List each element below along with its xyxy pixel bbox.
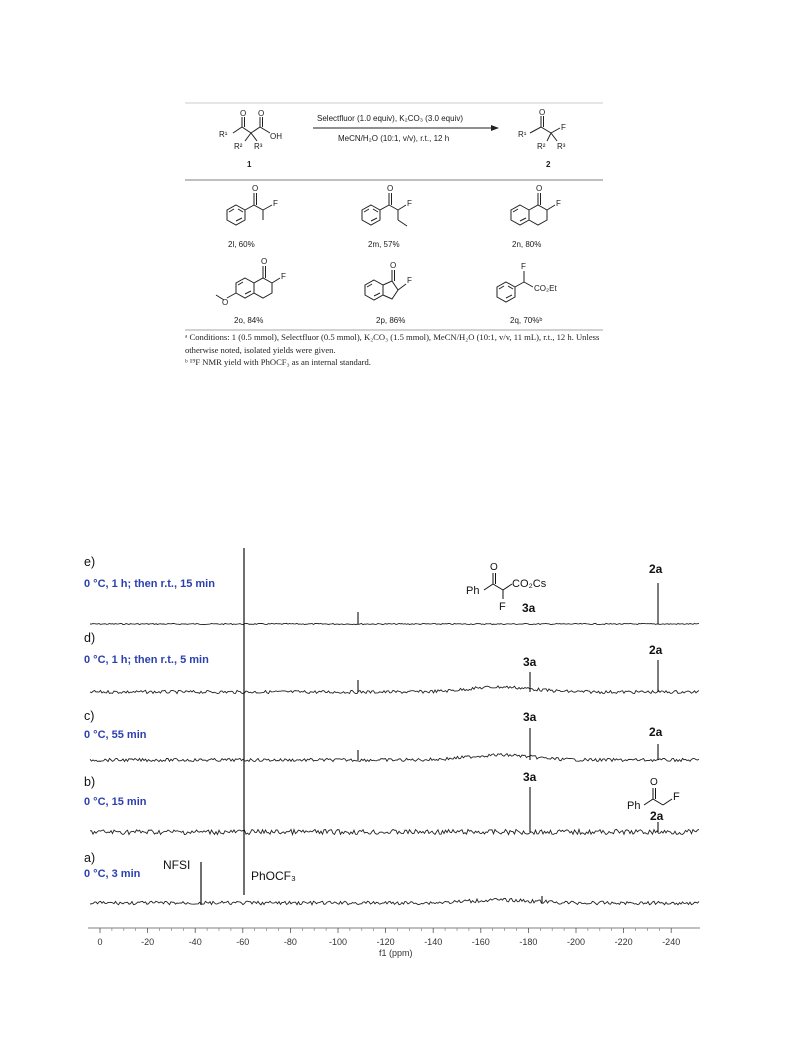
nmr-stacked-spectra [0, 540, 793, 960]
x-tick-label: -20 [141, 937, 155, 947]
compound-2m-label: 2m, 57% [368, 240, 400, 249]
footnote-b: ᵇ ¹⁹F NMR yield with PhOCF₃ as an internal standard. [185, 357, 371, 367]
compound-2m-structure [362, 193, 407, 226]
reactant-r2: R² [234, 142, 243, 151]
compound-2q-label: 2q, 70%ᵇ [510, 316, 543, 325]
x-tick-label: -100 [328, 937, 348, 947]
compound-2p-f: F [407, 276, 412, 285]
spectrum-baseline [90, 686, 699, 694]
compound-2l-structure [227, 193, 272, 225]
compound-2m-f: F [407, 199, 412, 208]
compound-2l-label: 2l, 60% [228, 240, 255, 249]
spectrum-d-letter: d) [84, 631, 96, 645]
product-structure [530, 116, 560, 141]
spectrum-b-condition: 0 °C, 15 min [84, 796, 147, 808]
reactant-r3: R³ [254, 142, 263, 151]
structure-3a [484, 573, 512, 599]
product-r1: R¹ [518, 130, 527, 139]
reactant-o2: O [258, 109, 265, 118]
x-tick-label: -220 [614, 937, 633, 947]
product-r3: R³ [557, 142, 566, 151]
compound-2n-o: O [536, 184, 543, 193]
spectrum-baseline [90, 754, 699, 762]
compound-2l-o: O [252, 184, 259, 193]
reactant-id: 1 [247, 160, 252, 169]
compound-2m-o: O [387, 184, 394, 193]
peak-label-3a-c: 3a [523, 710, 537, 724]
compound-2p-structure [365, 270, 406, 300]
peak-label-2a-c: 2a [649, 725, 663, 739]
structure-2a-f: F [673, 791, 680, 803]
x-tick-label: -140 [424, 937, 443, 947]
spectrum-b-letter: b) [84, 775, 96, 789]
compound-2o-ome-o: O [222, 298, 229, 307]
reactant-oh: OH [270, 132, 282, 141]
peak-label-3a-b: 3a [523, 770, 537, 784]
peak-label-2a-d: 2a [649, 643, 663, 657]
footnote-a: ᵃ Conditions: 1 (0.5 mmol), Selectfluor (0.5 mmol), K₂CO₃ (1.5 mmol), MeCN/H₂O (10:1, v/v, 11 mL), r.t., 12 h. Unless otherwise noted, isolated yields were given. [185, 332, 600, 355]
structure-2a [644, 788, 672, 805]
x-tick-label: 0 [97, 937, 103, 947]
structure-3a-co2cs: CO₂Cs [512, 578, 547, 590]
compound-2q-co2et: CO₂Et [534, 284, 557, 293]
x-tick-label: -40 [188, 937, 202, 947]
compound-2q-structure [497, 271, 533, 302]
x-tick-label: -200 [566, 937, 586, 947]
scheme-footnote [185, 331, 605, 369]
spectrum-e-letter: e) [84, 555, 96, 569]
x-tick-label: -240 [662, 937, 681, 947]
x-axis-title: f1 (ppm) [379, 948, 413, 958]
compound-2p-label: 2p, 86% [376, 316, 406, 325]
compound-2o-structure [216, 266, 280, 300]
spectrum-baseline [90, 898, 699, 904]
structure-2a-o: O [650, 777, 658, 788]
conditions-line2: MeCN/H₂O (10:1, v/v), r.t., 12 h [338, 134, 450, 143]
x-tick-label: -80 [283, 937, 297, 947]
spectrum-a-condition: 0 °C, 3 min [84, 868, 141, 880]
compound-2o-o: O [261, 257, 268, 266]
spectrum-baseline [90, 623, 699, 624]
x-tick-label: -160 [471, 937, 490, 947]
product-id: 2 [546, 160, 551, 169]
compound-2n-label: 2n, 80% [512, 240, 542, 249]
reactant-r1: R¹ [219, 130, 228, 139]
spectrum-c-letter: c) [84, 709, 95, 723]
product-f: F [561, 123, 566, 132]
reactant-o1: O [240, 109, 247, 118]
compound-2p-o: O [390, 261, 397, 270]
phocf3-label: PhOCF₃ [251, 869, 296, 883]
reactant-structure [233, 117, 270, 141]
structure-2a-label: 2a [650, 809, 664, 823]
reaction-arrowhead [491, 125, 499, 131]
peak-label-2a-e: 2a [649, 562, 663, 576]
conditions-line1: Selectfluor (1.0 equiv), K₂CO₃ (3.0 equiv) [317, 114, 463, 123]
x-tick-label: -180 [519, 937, 538, 947]
product-o: O [539, 108, 546, 117]
compound-2n-f: F [556, 199, 561, 208]
spectrum-e-condition: 0 °C, 1 h; then r.t., 15 min [84, 578, 215, 590]
nfsi-label: NFSI [163, 858, 191, 872]
x-tick-label: -120 [376, 937, 395, 947]
spectrum-baseline [90, 829, 699, 834]
compound-2o-f: F [281, 272, 286, 281]
structure-2a-ph: Ph [627, 800, 641, 812]
x-tick-label: -60 [236, 937, 250, 947]
structure-3a-o: O [490, 562, 498, 573]
compound-2q-f: F [521, 262, 526, 271]
compound-2l-f: F [273, 199, 278, 208]
structure-3a-ph: Ph [466, 585, 480, 597]
compound-2n-structure [511, 193, 555, 225]
spectrum-a-letter: a) [84, 851, 96, 865]
spectrum-d-condition: 0 °C, 1 h; then r.t., 5 min [84, 654, 209, 666]
product-r2: R² [537, 142, 546, 151]
spectrum-c-condition: 0 °C, 55 min [84, 729, 147, 741]
peak-label-3a-d: 3a [523, 655, 537, 669]
structure-3a-f: F [499, 601, 506, 613]
compound-2o-label: 2o, 84% [234, 316, 264, 325]
structure-3a-label: 3a [522, 601, 536, 615]
